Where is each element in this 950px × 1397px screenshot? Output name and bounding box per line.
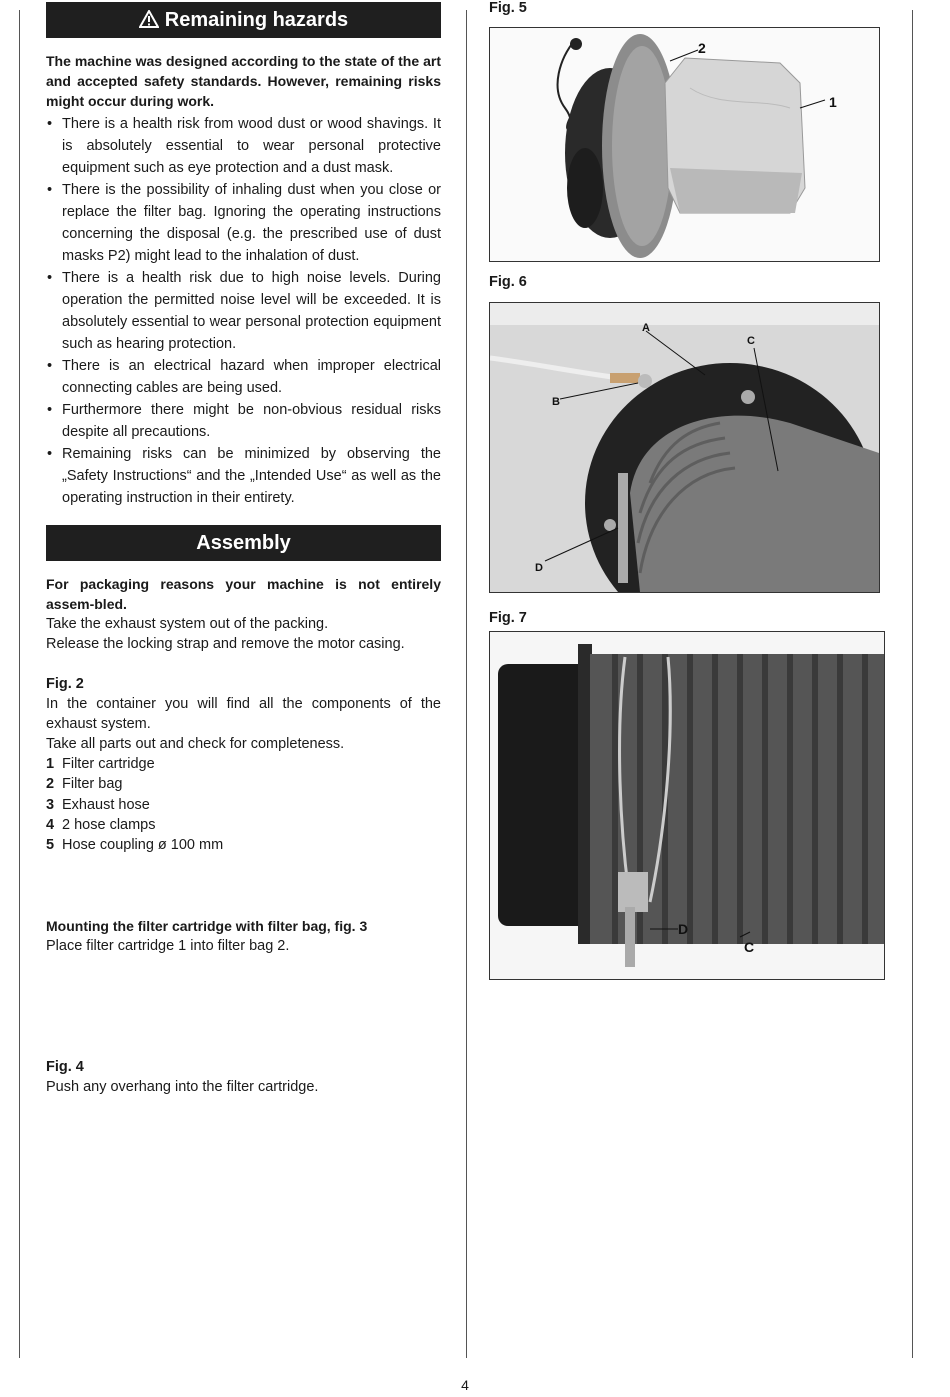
parts-list-item: 3 Exhaust hose	[46, 796, 150, 813]
hazard-item: • There is a health risk from wood dust or wood shavings. It is absolutely essential to wear personal protective equipment such as eye protection and a dust mask.	[46, 113, 441, 179]
left-margin-rule	[19, 10, 20, 1358]
right-margin-rule	[912, 10, 913, 1358]
fig6-callout-d: D	[535, 562, 543, 574]
fig7-callout-c: C	[744, 939, 755, 955]
hazards-list	[46, 113, 441, 509]
fig2-heading: Fig. 2	[46, 676, 84, 692]
assembly-title: Assembly	[196, 532, 291, 554]
parts-list-item: 5 Hose coupling ø 100 mm	[46, 837, 224, 854]
fig4-heading: Fig. 4	[46, 1059, 84, 1076]
hazards-heading-bar	[46, 2, 441, 38]
fig4-text: Push any overhang into the filter cartridge.	[46, 1079, 319, 1096]
parts-list-item: 4 2 hose clamps	[46, 816, 156, 833]
hazard-item: • Remaining risks can be minimized by observing the „Safety Instructions“ and the „Intended Use“ as well as the operating instruction in their entirety.	[46, 443, 441, 509]
hazards-title: Remaining hazards	[164, 9, 349, 31]
fig5-photo	[489, 27, 880, 262]
column-divider-rule	[466, 10, 467, 1358]
fig7-label: Fig. 7	[489, 610, 527, 626]
hazard-item: • Furthermore there might be non-obvious residual risks despite all precautions.	[46, 399, 441, 443]
parts-list-item: 1 Filter cartridge	[46, 756, 155, 772]
fig6-callout-c: C	[747, 335, 755, 347]
mounting-text: Place filter cartridge 1 into filter bag 2.	[46, 938, 290, 955]
fig7-photo	[489, 631, 885, 980]
warning-triangle-icon	[139, 4, 159, 40]
fig6-callout-a: A	[642, 322, 650, 334]
fig6-photo	[489, 302, 880, 593]
hazard-item: • There is an electrical hazard when improper electrical connecting cables are being used.	[46, 355, 441, 399]
left-column	[46, 2, 441, 1097]
fig2-check: Take all parts out and check for completeness.	[46, 736, 345, 752]
fig6-label: Fig. 6	[489, 274, 527, 290]
assembly-intro: For packaging reasons your machine is not entirely assem-bled.	[46, 576, 441, 612]
page-number: 4	[461, 1377, 469, 1393]
fig7-callout-d: D	[678, 921, 689, 937]
hazard-item: • There is the possibility of inhaling dust when you close or replace the filter bag. Ignoring the operating instructions concerning the disposal (e.g. the prescribed use of dust masks P2) might lead to the inhalation of dust.	[46, 179, 441, 267]
assembly-heading-bar	[46, 525, 441, 561]
fig2-text: In the container you will find all the components of the exhaust system.	[46, 696, 441, 732]
fig5-callout-1: 1	[829, 94, 837, 110]
hazards-intro: The machine was designed according to the state of the art and accepted safety standards. However, remaining risks might occur during work.	[46, 53, 441, 109]
parts-list-item: 2 Filter bag	[46, 776, 123, 793]
fig5-callout-2: 2	[698, 40, 706, 56]
hazard-item: • There is a health risk due to high noise levels. During operation the permitted noise level will be exceeded. It is absolutely essential to wear personal protection equipment such as hearing protection.	[46, 267, 441, 355]
fig5-label: Fig. 5	[489, 0, 527, 16]
parts-list	[46, 754, 441, 855]
mounting-heading: Mounting the filter cartridge with filter bag, fig. 3	[46, 918, 368, 935]
fig6-callout-b: B	[552, 396, 560, 408]
assembly-step-unpack: Take the exhaust system out of the packing.	[46, 616, 329, 632]
assembly-step-strap: Release the locking strap and remove the motor casing.	[46, 636, 405, 652]
